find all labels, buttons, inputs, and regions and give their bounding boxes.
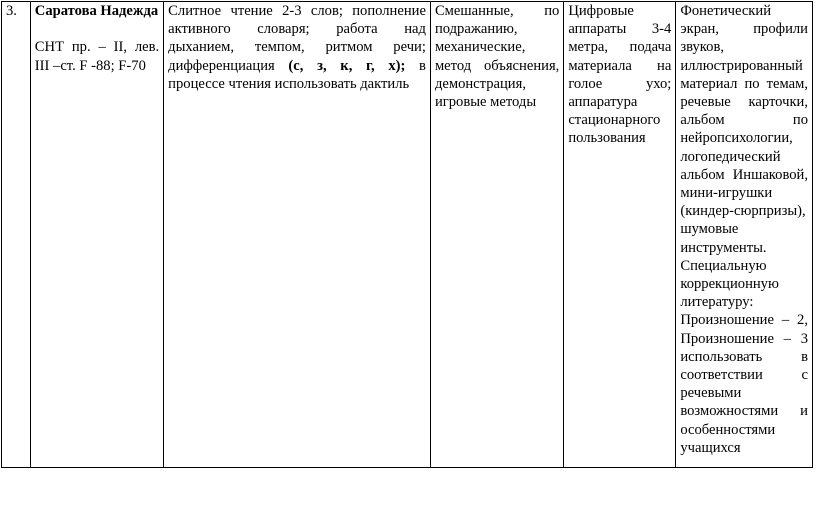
row-number-cell — [2, 2, 31, 468]
methods-text: Смешанные, по подражанию, механические, метод объяснения, демонстрация, игровые методы — [434, 3, 560, 111]
equipment-cell — [564, 2, 676, 468]
student-cell — [30, 2, 163, 468]
row-number: 3. — [6, 3, 17, 19]
plan-table — [1, 1, 813, 468]
spacer — [35, 20, 159, 38]
student-name: Саратова Надежда — [34, 3, 159, 19]
content-text-2: в процессе чтения использовать дактиль — [168, 57, 426, 92]
student-details: СНТ пр. – II, лев. III –ст. F -88; F-70 — [34, 39, 160, 74]
materials-cell — [676, 2, 813, 468]
equipment-text: Цифровые аппараты 3-4 метра, подача материала на голое ухо; аппаратура стационарного пользования — [568, 3, 672, 147]
methods-cell — [430, 2, 563, 468]
table-row — [2, 2, 813, 468]
content-text-1: Слитное чтение 2-3 слов; пополнение активного словаря; работа над дыханием, темпом, ритмом речи; дифференциация — [168, 3, 426, 74]
content-cell — [164, 2, 431, 468]
materials-text: Фонетический экран, профили звуков, иллюстрированный материал по темам, речевые карточки, альбом по нейропсихологии, логопедический альбом Иншаковой, мини-игрушки (киндер-сюрпризы), шумовые инструменты. Специальную коррекционную литературу: Произношение – 2, Произношение – 3 использовать в соответствии с речевыми возможностями и особенностями учащихся — [680, 3, 808, 456]
content-bold-sounds: (с, з, к, г, х); — [288, 57, 406, 74]
